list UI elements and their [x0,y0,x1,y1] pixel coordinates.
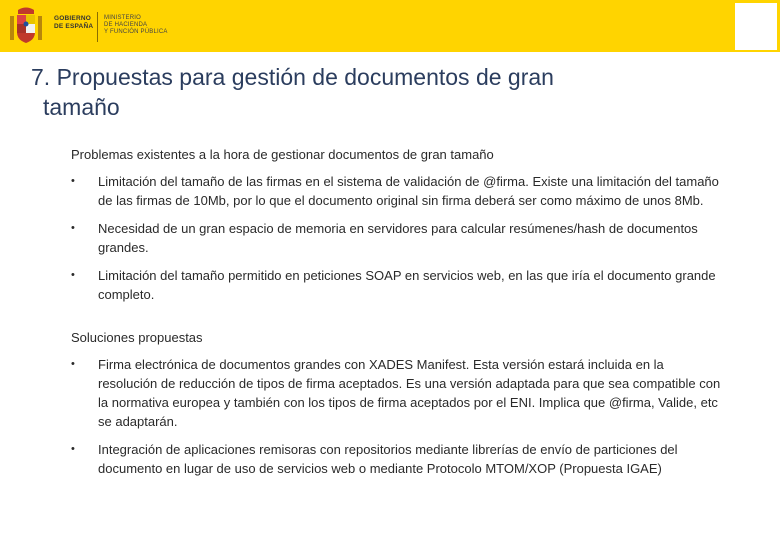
coat-of-arms-icon [8,6,44,46]
gov-line-1: GOBIERNO [54,15,91,22]
slide-body [71,145,721,487]
bullet-icon: • [71,269,75,281]
ministry-line-3: Y FUNCIÓN PÚBLICA [104,29,168,35]
ministry-line-1: MINISTERIO [104,15,142,21]
gov-line-2: DE ESPAÑA [54,23,94,30]
slide-title-line-2: tamaño [43,94,120,120]
bullet-icon: • [71,443,75,455]
list-item [71,355,721,431]
list-item [71,440,721,478]
list-item-text: Limitación del tamaño permitido en peticiones SOAP en servicios web, en las que iría el documento grande completo. [98,268,716,302]
list-item-text: Necesidad de un gran espacio de memoria en servidores para calcular resúmenes/hash de documentos grandes. [98,221,698,255]
problems-list [71,172,721,304]
header-bar [0,0,780,52]
solutions-list [71,355,721,478]
list-item [71,219,721,257]
government-label [54,15,93,31]
ministry-line-2: DE HACIENDA [104,22,148,28]
logo-divider [97,12,98,42]
government-logo [0,0,175,52]
list-item-text: Limitación del tamaño de las firmas en el sistema de validación de @firma. Existe una limitación del tamaño de las firmas de 10Mb, por lo que el documento original sin firma deberá ser como máximo de unos 8Mb. [98,174,719,208]
list-item [71,266,721,304]
solutions-heading: Soluciones propuestas [71,330,203,345]
bullet-icon: • [71,222,75,234]
slide-title-line-1: 7. Propuestas para gestión de documentos de gran [31,64,554,90]
bullet-icon: • [71,358,75,370]
slide-title [31,62,751,122]
list-item-text: Firma electrónica de documentos grandes con XADES Manifest. Esta versión estará incluida en la resolución de reducción de tipos de firma aceptados. Es una versión adaptada para que sea compatible con la normativa europea y también con los tipos de firma aceptados por el ENI. Implica que @firma, Valide, etc se adaptarán. [98,357,721,429]
header-corner-panel [735,3,777,50]
list-item [71,172,721,210]
list-item-text: Integración de aplicaciones remisoras con repositorios mediante librerías de envío de particiones del documento en lugar de uso de servicios web o mediante Protocolo MTOM/XOP (Propuesta IGAE) [98,442,678,476]
problems-heading: Problemas existentes a la hora de gestionar documentos de gran tamaño [71,147,494,162]
bullet-icon: • [71,175,75,187]
ministry-label [104,15,168,36]
